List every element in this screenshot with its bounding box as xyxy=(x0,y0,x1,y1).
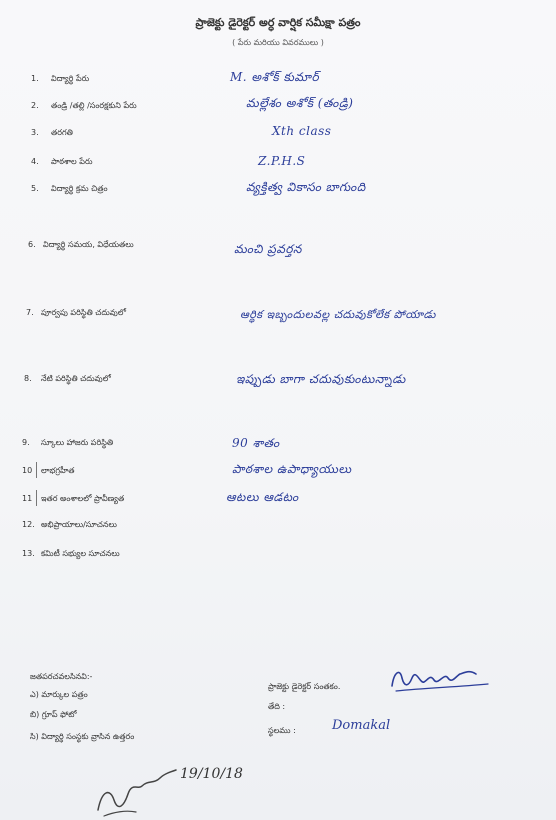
date-label: తేది : xyxy=(268,702,286,711)
place-value: Domakal xyxy=(332,718,391,733)
row-label: పాఠశాల పేరు xyxy=(51,157,93,166)
row-number: 5. xyxy=(31,184,39,193)
row-number: 8. xyxy=(24,374,32,383)
row-label: విద్యార్థి సమయ, విధేయతలు xyxy=(43,240,134,249)
form-subtitle: ( పేరు మరియు వివరములు ) xyxy=(232,38,324,47)
row-label: కమిటీ సభ్యుల సూచనలు xyxy=(41,549,120,558)
row-value: మంచి ప్రవర్తన xyxy=(234,242,302,256)
row-number: 7. xyxy=(26,308,34,317)
row-label: అభిప్రాయాలు/సూచనలు xyxy=(41,520,117,529)
place-label: స్థలము : xyxy=(268,726,296,735)
row-value: 90 శాతం xyxy=(232,436,280,450)
row-value: ఇప్పుడు బాగా చదువుకుంటున్నాడు xyxy=(236,372,406,386)
signature-label: ప్రాజెక్టు డైరెక్టర్ సంతకం. xyxy=(268,682,341,691)
row-label: స్కూలు హాజరు పరిస్థితి xyxy=(41,438,114,447)
attachments-heading: జతపరచవలసినవి:- xyxy=(30,672,93,681)
row-label: విద్యార్థి క్రమ చిత్రం xyxy=(51,184,108,193)
separator xyxy=(36,462,37,478)
row-value: వ్యక్తిత్వ వికాసం బాగుంది xyxy=(246,180,366,194)
row-number: 4. xyxy=(31,157,39,166)
row-number: 12. xyxy=(22,520,35,529)
row-number: 10 xyxy=(22,466,33,475)
director-signature xyxy=(386,664,496,696)
attachment-item: బి) గ్రూప్ ఫోటో xyxy=(30,710,77,719)
separator xyxy=(36,490,37,506)
attachment-item: ఎ) మార్కుల పత్రం xyxy=(30,690,88,699)
form-title: ప్రాజెక్టు డైరెక్టర్ అర్ధ వార్షిక సమీక్షా పత్రం xyxy=(195,16,361,29)
row-value: M. అశోక్ కుమార్ xyxy=(230,70,320,84)
row-number: 9. xyxy=(22,438,30,447)
row-number: 6. xyxy=(28,240,36,249)
row-label: తరగతి xyxy=(51,128,73,137)
row-number: 1. xyxy=(31,74,39,83)
row-value: పాఠశాల ఉపాధ్యాయులు xyxy=(232,462,352,476)
bottom-date: 19/10/18 xyxy=(180,766,243,782)
row-value: ఆర్థిక ఇబ్బందులవల్ల చదువుకోలేక పోయాడు xyxy=(240,308,436,321)
row-label: విద్యార్థి పేరు xyxy=(51,74,90,83)
row-label: ఇతర అంశాలలో ప్రావీణ్యత xyxy=(41,494,125,503)
row-label: లాభగ్రహీత xyxy=(41,466,75,475)
row-value: ఆటలు ఆడటం xyxy=(226,490,299,504)
row-number: 3. xyxy=(31,128,39,137)
row-number: 11 xyxy=(22,494,33,503)
row-number: 13. xyxy=(22,549,35,558)
row-value: Xth class xyxy=(272,124,332,138)
row-label: నేటి పరిస్థితి చదువులో xyxy=(41,374,111,383)
row-number: 2. xyxy=(31,101,39,110)
row-label: తండ్రి /తల్లి /సంరక్షకుని పేరు xyxy=(51,101,137,110)
row-value: మల్లేశం అశోక్ (తండ్రి) xyxy=(246,96,354,110)
attachment-item: సి) విద్యార్థి సంస్థకు వ్రాసిన ఉత్తరం xyxy=(30,732,135,741)
row-label: పూర్వపు పరిస్థితి చదువులో xyxy=(41,308,126,317)
row-value: Z.P.H.S xyxy=(258,154,306,168)
